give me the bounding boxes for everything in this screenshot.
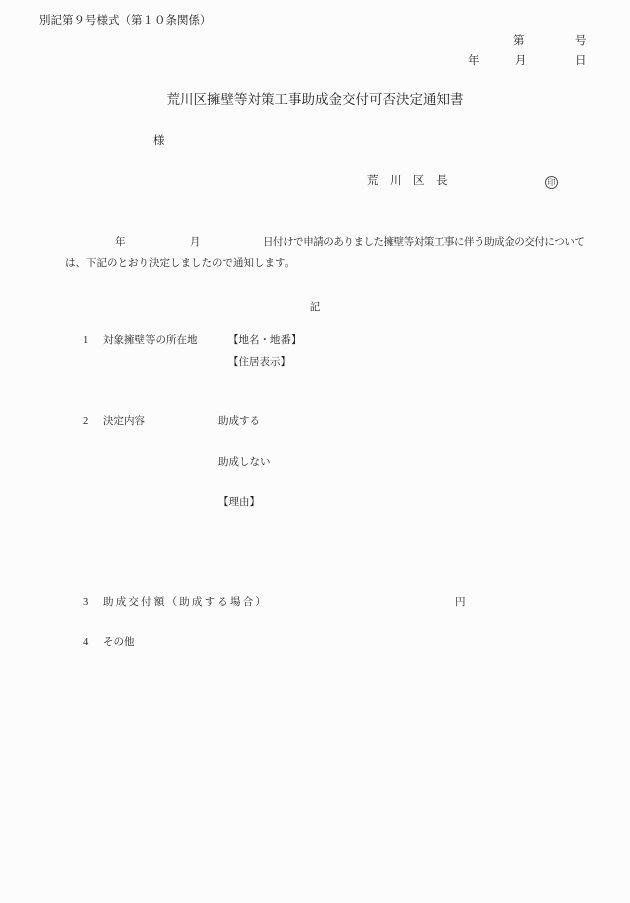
record-marker-line — [0, 298, 630, 314]
item-currency-unit: 円 — [455, 597, 466, 608]
body-opening-text: 日付けで申請のありました擁壁等対策工事に伴う助成金の交付について — [263, 237, 585, 248]
date-year-label: 年 — [468, 55, 480, 67]
doc-number-suffix: 号 — [575, 35, 587, 47]
item-number: 2 — [83, 416, 89, 427]
date-day-label: 日 — [575, 55, 587, 67]
page-title: 荒川区擁壁等対策工事助成金交付可否決定通知書 — [166, 92, 464, 107]
item-number: 4 — [83, 637, 89, 648]
body-month-label: 月 — [190, 237, 201, 248]
item-label: 対象擁壁等の所在地 — [103, 335, 198, 346]
date-month-label: 月 — [515, 55, 527, 67]
item-reason-label: 【理由】 — [218, 497, 260, 508]
title-line — [0, 92, 630, 108]
item-label: 決定内容 — [103, 416, 145, 427]
item-value-lot-number: 【地名・地番】 — [228, 335, 302, 346]
form-number-label: 別記第９号様式（第１０条関係） — [39, 15, 212, 27]
item-label: その他 — [103, 637, 135, 648]
item-number: 3 — [83, 597, 89, 608]
body-continuation-text: は、下記のとおり決定しましたので通知します。 — [65, 258, 296, 269]
body-year-label: 年 — [115, 237, 126, 248]
seal-char: 印 — [547, 177, 556, 187]
sender-title: 荒 川 区 長 — [367, 175, 448, 187]
item-option-grant: 助成する — [218, 416, 260, 427]
seal-icon — [545, 176, 558, 189]
addressee-honorific: 様 — [153, 135, 165, 147]
item-number: 1 — [83, 335, 89, 346]
doc-number-prefix: 第 — [513, 35, 525, 47]
record-marker: 記 — [309, 302, 321, 313]
item-value-address: 【住居表示】 — [228, 357, 291, 368]
item-option-no-grant: 助成しない — [218, 457, 271, 468]
item-label: 助成交付額（助成する場合） — [103, 597, 269, 608]
